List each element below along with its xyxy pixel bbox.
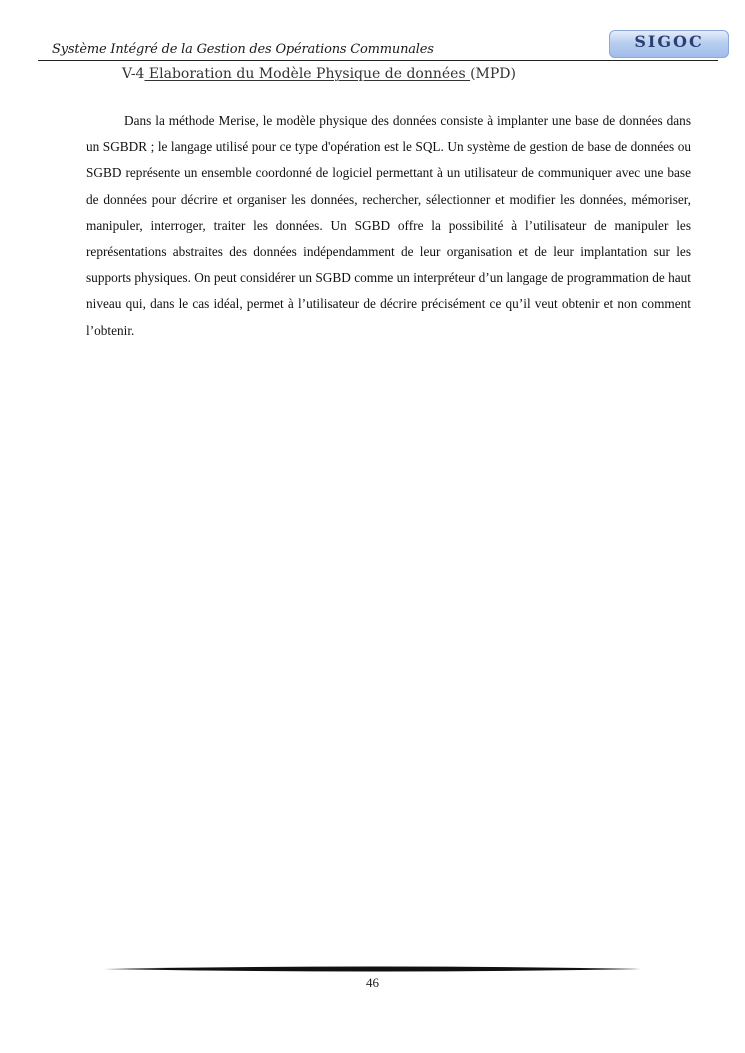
footer-rule-shape: [104, 967, 641, 972]
header-rule: [38, 60, 718, 61]
section-heading: [122, 66, 516, 82]
section-number: V-4: [122, 66, 145, 82]
page-header: [0, 0, 745, 70]
body-paragraph: Dans la méthode Merise, le modèle physique des données consiste à implanter une base de données dans un SGBDR ; le langage utilisé pour ce type d'opération est le SQL. Un système de gestion de base de données ou SGBD représente un ensemble coordonné de logiciel permettant à un utilisateur de communiquer avec une base de données pour décrire et organiser les données, rechercher, sélectionner et modifier les données, mémoriser, manipuler, interroger, traiter les données. Un SGBD offre la possibilité à l’utilisateur de manipuler les représentations abstraites des données indépendamment de leur organisation et de leur implantation sur les supports physiques. On peut considérer un SGBD comme un interpréteur d’un langage de programmation de haut niveau qui, dans le cas idéal, permet à l’utilisateur de décrire précisément ce qu’il veut obtenir et non comment l’obtenir.: [86, 113, 691, 338]
logo-text: SIGOC: [634, 32, 704, 51]
section-abbreviation: (MPD): [470, 66, 516, 82]
page-number: 46: [366, 975, 379, 990]
footer-rule: [104, 962, 641, 976]
section-title: Elaboration du Modèle Physique de données: [144, 66, 471, 82]
header-title: Système Intégré de la Gestion des Opérations Communales: [52, 42, 434, 57]
sigoc-logo: [609, 30, 729, 58]
